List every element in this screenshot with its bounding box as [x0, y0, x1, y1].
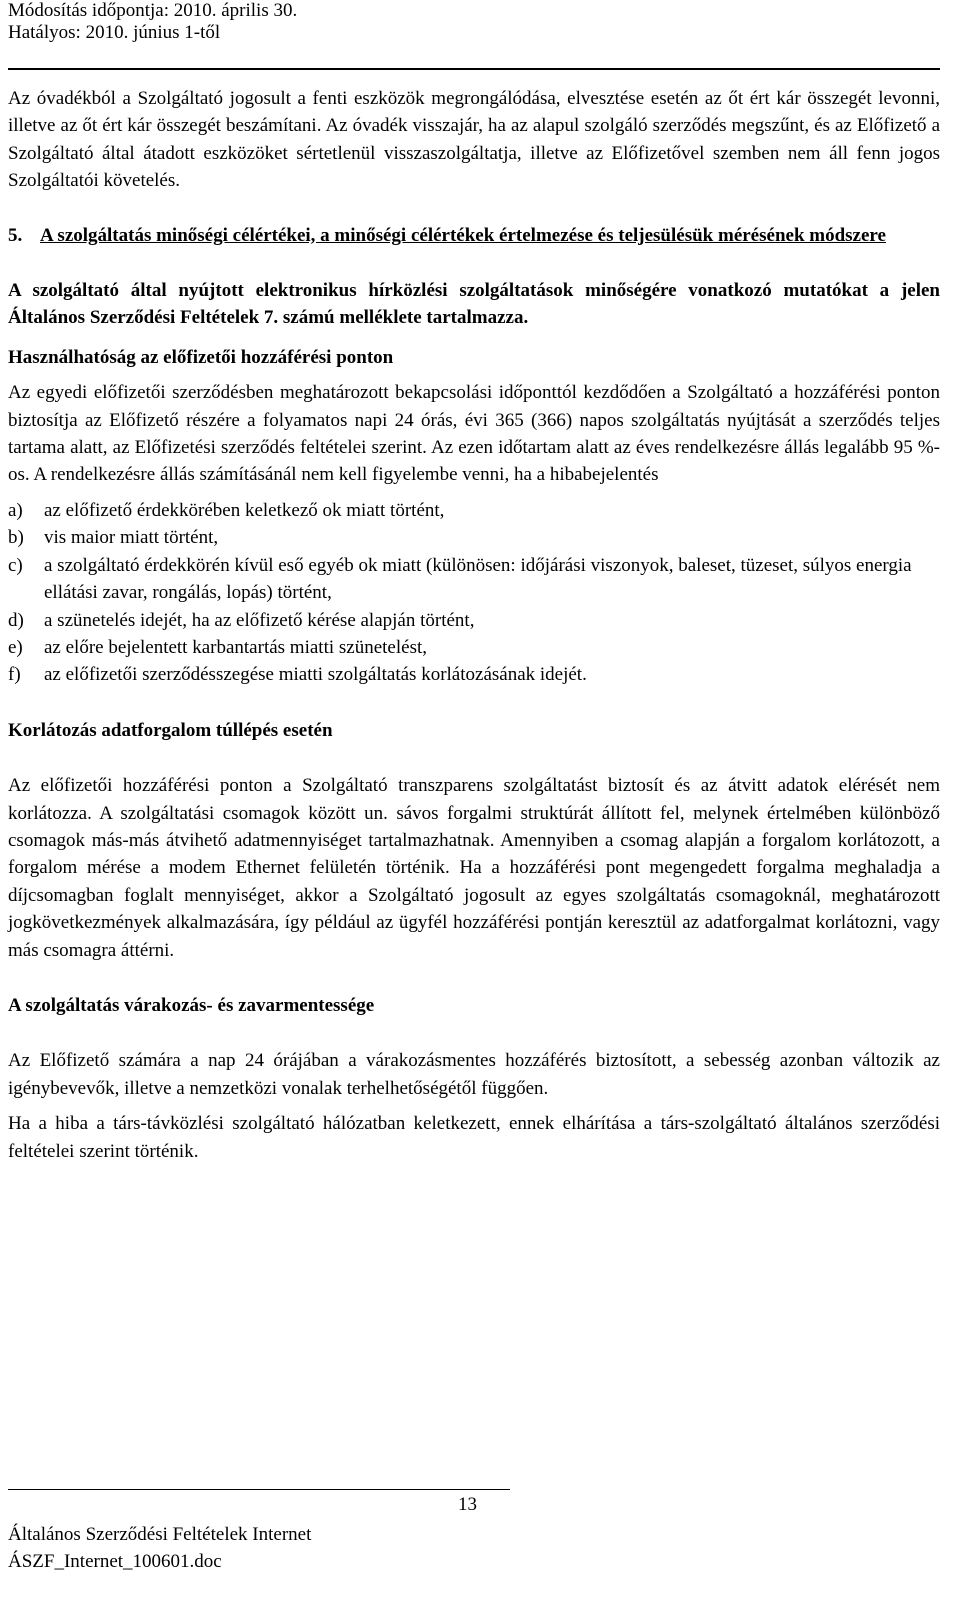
- list-item: e) az előre bejelentett karbantartás miatti szünetelést,: [8, 636, 427, 658]
- traffic-limit-paragraph: Az előfizetői hozzáférési ponton a Szolgáltató transzparens szolgáltatást biztosít és az átvitt adatok elérését nem korlátozza. A szolgáltatási csomagok között un. sávos forgalmi struktúrát állított fel, melynek értelmében különböző csomagok más-más átvihető adatmennyiséget tartalmazhatnak. Amennyiben a csomag alapján a forgalom korlátozott, a forgalom mérése a modem Ethernet felületén történik. Ha a hozzáférési pont megengedett forgalma meghaladja a díjcsomagban foglalt mennyiséget, akkor a Szolgáltató jogosult az egyes szolgáltatás csomagoknál, meghatározott jogkövetkezmények alkalmazására, így például az ügyfél hozzáférési pontján keresztül az adatforgalmat korlátozni, vagy más csomagra áttérni.: [8, 775, 940, 961]
- waiting-heading: A szolgáltatás várakozás- és zavarmentessége: [8, 994, 375, 1016]
- list-item: a) az előfizető érdekkörében keletkező ok miatt történt,: [8, 499, 445, 521]
- document-footer: [8, 1521, 311, 1575]
- traffic-limit-heading: Korlátozás adatforgalom túllépés esetén: [8, 719, 333, 741]
- effective-date: Hatályos: 2010. június 1-től: [8, 22, 221, 43]
- footer-filename: ÁSZF_Internet_100601.doc: [8, 1551, 222, 1572]
- usability-paragraph: Az egyedi előfizetői szerződésben meghatározott bekapcsolási időponttól kezdődően a Szolgáltató a hozzáférési ponton biztosítja az Előfizető részére a folyamatos napi 24 órás, évi 365 (366) napos szolgáltatás nyújtását a szerződés teljes tartama alatt, az Előfizetési szerződés feltételei szerint. Az ezen időtartam alatt az éves rendelkezésre állás legalább 95 %-os. A rendelkezésre állás számításánál nem kell figyelembe venni, ha a hibabejelentés: [8, 382, 940, 486]
- section-5-title: [8, 222, 940, 249]
- deposit-paragraph: Az óvadékból a Szolgáltató jogosult a fenti eszközök megrongálódása, elvesztése esetén az őt ért kár összegét levonni, illetve az őt ért kár összegét beszámítani. Az óvadék visszajár, ha az alapul szolgáló szerződés megszűnt, és az Előfizető a Szolgáltató által átadott eszközöket sértetlenül visszaszolgáltatja, illetve az Előfizetővel szemben nem áll fenn jogos Szolgáltatói követelés.: [8, 88, 940, 192]
- document-body: [8, 70, 940, 1165]
- exception-list: [8, 497, 940, 689]
- modification-date: Módosítás időpontja: 2010. április 30.: [8, 0, 298, 21]
- footer-title: Általános Szerződési Feltételek Internet: [8, 1524, 312, 1545]
- section-number: 5.: [8, 224, 23, 246]
- quality-indicators-paragraph: A szolgáltató által nyújtott elektronikus hírközlési szolgáltatások minőségére vonatkozó mutatókat a jelen Általános Szerződési Feltételek 7. számú melléklete tartalmazza.: [8, 280, 940, 329]
- footer-rule: [8, 1489, 510, 1490]
- section-title-text: A szolgáltatás minőségi célértékei, a minőségi célértékek értelmezése és teljesülésük mérésének módszere: [40, 224, 886, 246]
- waiting-paragraph: Az Előfizető számára a nap 24 órájában a várakozásmentes hozzáférés biztosított, a sebesség azonban változik az igénybevevők, illetve a nemzetközi vonalak terhelhetőségétől függően.: [8, 1050, 940, 1099]
- page-number: 13: [458, 1494, 477, 1515]
- list-item: f) az előfizetői szerződésszegése miatti szolgáltatás korlátozásának idejét.: [8, 664, 587, 686]
- usability-heading: Használhatóság az előfizetői hozzáférési ponton: [8, 346, 394, 368]
- list-item: b) vis maior miatt történt,: [8, 527, 219, 549]
- fault-paragraph: Ha a hiba a társ-távközlési szolgáltató hálózatban keletkezett, ennek elhárítása a társ-szolgáltató általános szerződési feltételei szerint történik.: [8, 1113, 940, 1162]
- document-header: [8, 0, 297, 44]
- list-item: d) a szünetelés idejét, ha az előfizető kérése alapján történt,: [8, 609, 475, 631]
- list-item: c) a szolgáltató érdekkörén kívül eső egyéb ok miatt (különösen: időjárási viszonyok, baleset, tüzeset, súlyos energia ellátási zavar, rongálás, lopás) történt,: [8, 554, 912, 604]
